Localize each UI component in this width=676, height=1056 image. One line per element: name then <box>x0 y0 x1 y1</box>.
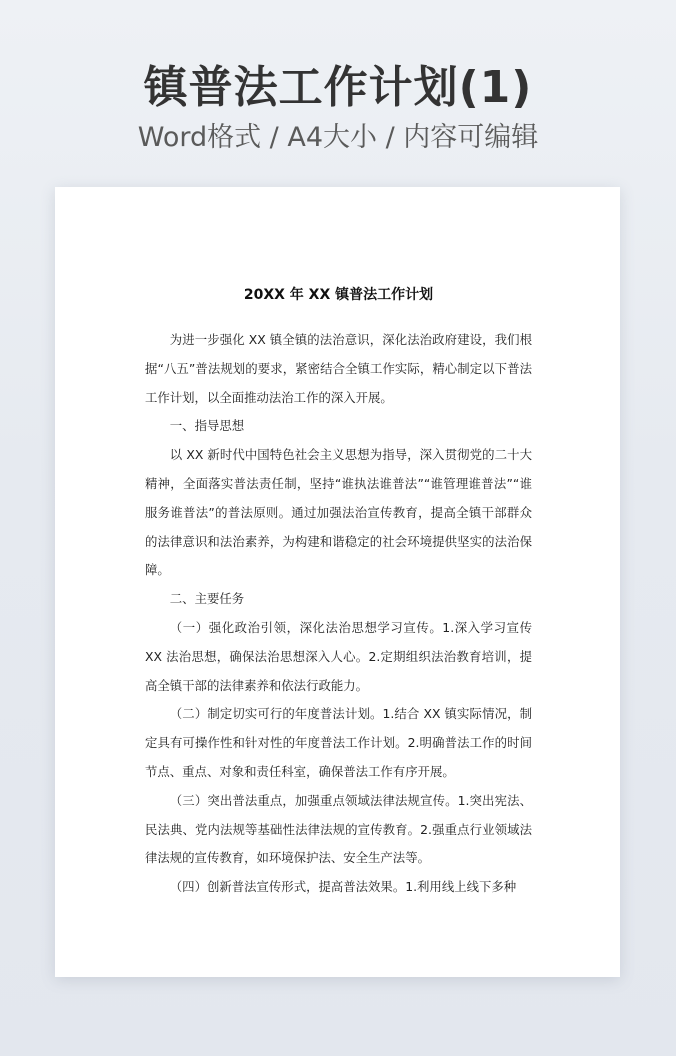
document-page <box>55 187 620 977</box>
document-title: 20XX 年 XX 镇普法工作计划 <box>243 287 434 303</box>
page-subtitle: Word格式 / A4大小 / 内容可编辑 <box>137 122 539 153</box>
paragraph-guiding-ideology: 以 XX 新时代中国特色社会主义思想为指导，深入贯彻党的二十大精神，全面落实普法责任制，坚持“谁执法谁普法”“谁管理谁普法”“谁服务谁普法”的普法原则。通过加强法治宣传教育，提高全镇干部群众的法律意识和法治素养，为构建和谐稳定的社会环境提供坚实的法治保障。 <box>145 447 532 578</box>
paragraph-task-4: （四）创新普法宣传形式，提高普法效果。1.利用线上线下多种 <box>169 879 517 895</box>
paragraph-task-3: （三）突出普法重点，加强重点领域法律法规宣传。1.突出宪法、民法典、党内法规等基础性法律法规的宣传教育。2.强重点行业领域法律法规的宣传教育，如环境保护法、安全生产法等。 <box>145 792 532 866</box>
section-heading-main-tasks: 二、主要任务 <box>169 591 245 607</box>
paragraph-intro: 为进一步强化 XX 镇全镇的法治意识，深化法治政府建设，我们根据“八五”普法规划的要求，紧密结合全镇工作实际，精心制定以下普法工作计划，以全面推动法治工作的深入开展。 <box>145 332 532 405</box>
paragraph-task-1: （一）强化政治引领，深化法治思想学习宣传。1.深入学习宣传 XX 法治思想，确保法治思想深入人心。2.定期组织法治教育培训，提高全镇干部的法律素养和依法行政能力。 <box>145 619 532 693</box>
paragraph-task-2: （二）制定切实可行的年度普法计划。1.结合 XX 镇实际情况，制定具有可操作性和针对性的年度普法工作计划。2.明确普法工作的时间节点、重点、对象和责任科室，确保普法工作有序开展。 <box>145 706 532 779</box>
page-title: 镇普法工作计划(1) <box>143 62 533 113</box>
header <box>0 58 676 156</box>
section-heading-guiding-ideology: 一、指导思想 <box>169 418 245 434</box>
